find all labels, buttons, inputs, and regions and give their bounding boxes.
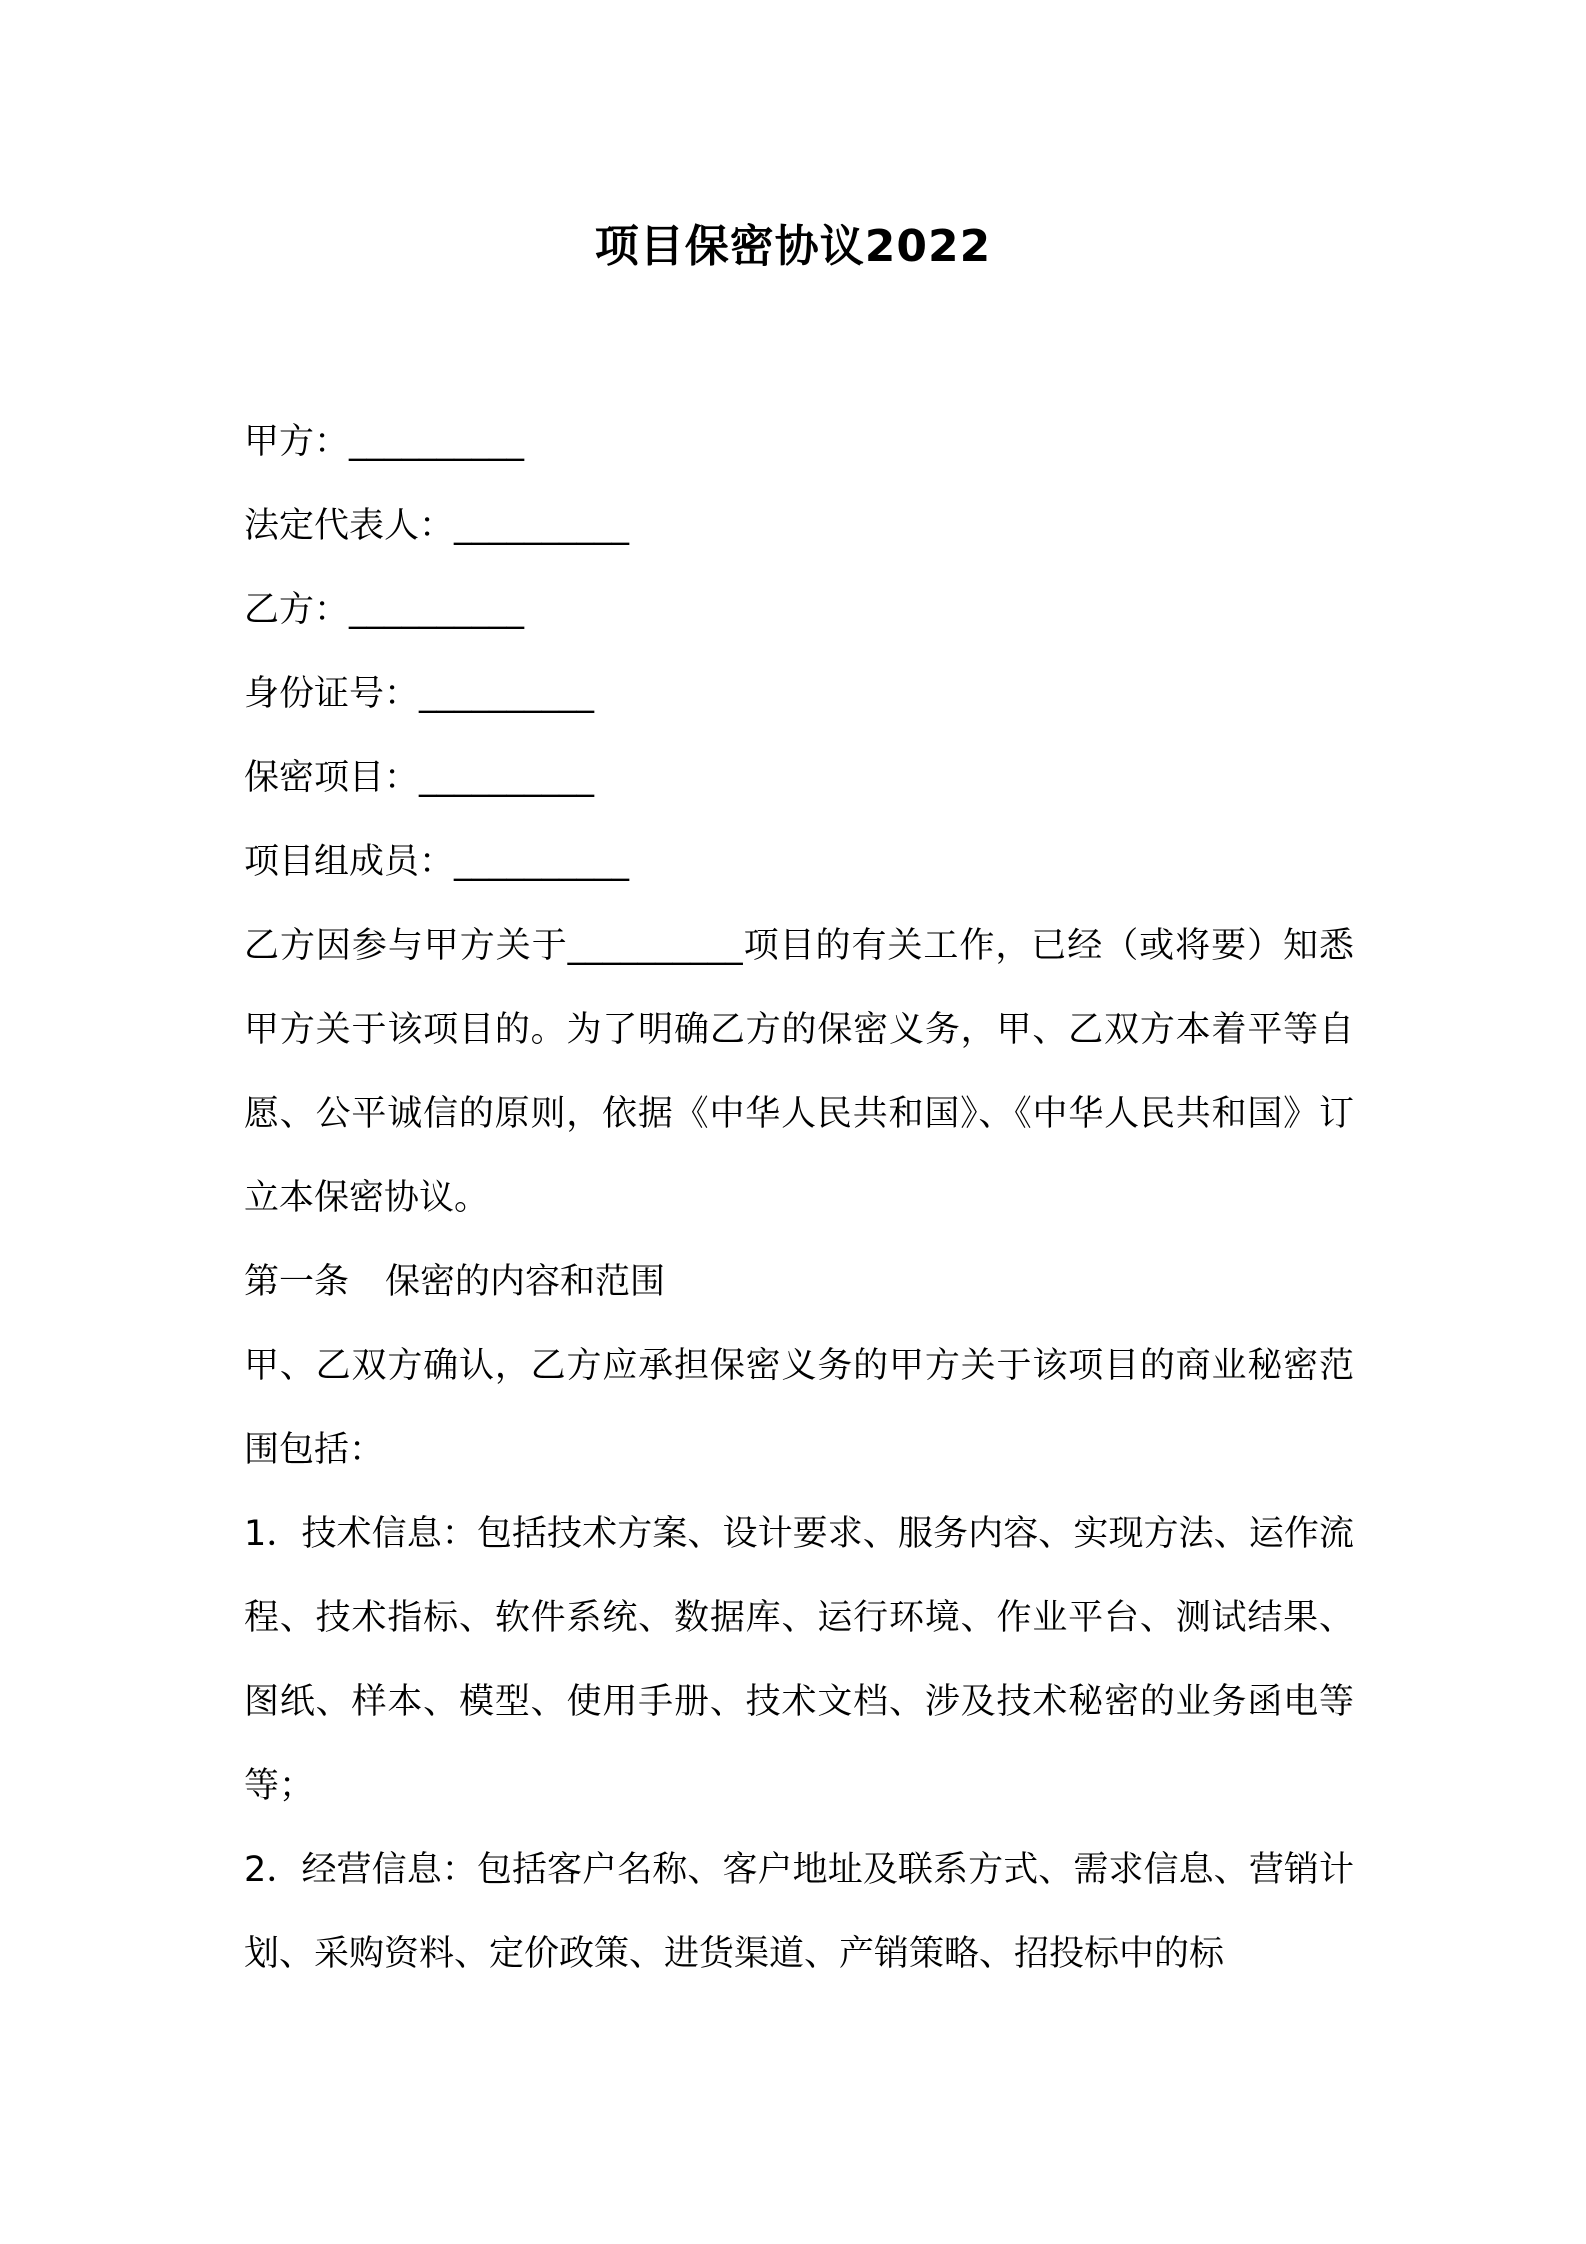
fill-in-blank: __________ (349, 590, 525, 630)
field-label: 甲方： (244, 422, 350, 462)
field-label: 法定代表人： (244, 506, 455, 546)
fill-in-blank: __________ (454, 842, 630, 882)
fill-in-blank: __________ (454, 506, 630, 546)
field-project-members (244, 820, 1354, 904)
intro-paragraph: 乙方因参与甲方关于__________项目的有关工作，已经（或将要）知悉甲方关于该项目的。为了明确乙方的保密义务，甲、乙双方本着平等自愿、公平诚信的原则，依据《中华人民共和国》、《中华人民共和国》订立本保密协议。 (244, 926, 1354, 1218)
field-id-number (244, 652, 1354, 736)
fill-in-blank: __________ (419, 758, 595, 798)
field-label: 身份证号： (244, 674, 420, 714)
list-item-technical-info: 1．技术信息：包括技术方案、设计要求、服务内容、实现方法、运作流程、技术指标、软件系统、数据库、运行环境、作业平台、测试结果、图纸、样本、模型、使用手册、技术文档、涉及技术秘密的业务函电等等； (244, 1514, 1354, 1806)
fill-in-blank: __________ (419, 674, 595, 714)
article-1-heading (244, 1240, 1354, 1324)
field-party-a (244, 400, 1354, 484)
list-item-business-info: 2．经营信息：包括客户名称、客户地址及联系方式、需求信息、营销计划、采购资料、定价政策、进货渠道、产销策略、招投标中的标 (244, 1850, 1354, 1974)
field-party-b (244, 568, 1354, 652)
article-number: 第一条 (244, 1262, 350, 1302)
field-label: 乙方： (244, 590, 350, 630)
article-title: 保密的内容和范围 (385, 1262, 666, 1302)
document-title: 项目保密协议2022 (594, 221, 992, 272)
fill-in-blank: __________ (349, 422, 525, 462)
document-body (244, 400, 1354, 1996)
field-legal-representative (244, 484, 1354, 568)
field-confidential-project (244, 736, 1354, 820)
article-1-intro: 甲、乙双方确认，乙方应承担保密义务的甲方关于该项目的商业秘密范围包括： (244, 1346, 1354, 1470)
field-label: 项目组成员： (244, 842, 455, 882)
field-label: 保密项目： (244, 758, 420, 798)
